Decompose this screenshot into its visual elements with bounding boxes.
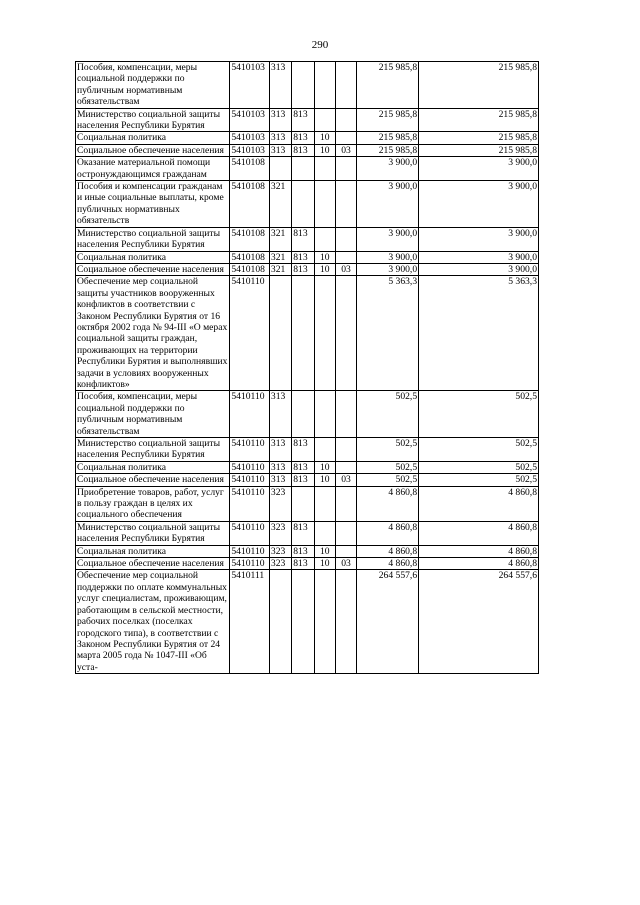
cell-name: Социальная политика <box>76 545 230 557</box>
cell-code: 5410108 <box>230 227 270 251</box>
cell-sum2: 4 860,8 <box>419 558 539 570</box>
cell-sum2: 4 860,8 <box>419 521 539 545</box>
cell-grbs: 813 <box>292 144 314 156</box>
cell-name: Социальное обеспечение населения <box>76 263 230 275</box>
cell-vr: 313 <box>269 474 291 486</box>
cell-code: 5410108 <box>230 157 270 181</box>
cell-grbs: 813 <box>292 474 314 486</box>
cell-rz: 10 <box>314 263 335 275</box>
cell-name: Социальная политика <box>76 132 230 144</box>
budget-table <box>75 61 539 674</box>
cell-sum1: 3 900,0 <box>357 181 419 228</box>
cell-rz <box>314 521 335 545</box>
cell-sum1: 502,5 <box>357 438 419 462</box>
table-row <box>76 438 539 462</box>
cell-vr: 323 <box>269 558 291 570</box>
cell-code: 5410103 <box>230 108 270 132</box>
table-row <box>76 570 539 674</box>
cell-grbs <box>292 181 314 228</box>
cell-grbs: 813 <box>292 227 314 251</box>
cell-sum2: 3 900,0 <box>419 181 539 228</box>
cell-pr <box>335 227 356 251</box>
cell-pr <box>335 276 356 391</box>
cell-pr <box>335 132 356 144</box>
cell-code: 5410110 <box>230 486 270 521</box>
cell-pr: 03 <box>335 558 356 570</box>
cell-code: 5410110 <box>230 545 270 557</box>
cell-sum2: 215 985,8 <box>419 132 539 144</box>
table-row <box>76 276 539 391</box>
cell-pr <box>335 181 356 228</box>
cell-pr <box>335 108 356 132</box>
cell-sum2: 502,5 <box>419 461 539 473</box>
cell-rz <box>314 157 335 181</box>
cell-sum2: 3 900,0 <box>419 263 539 275</box>
cell-pr <box>335 251 356 263</box>
cell-rz <box>314 227 335 251</box>
cell-name: Министерство социальной защиты населения Республики Бурятия <box>76 521 230 545</box>
table-row <box>76 391 539 438</box>
table-row <box>76 108 539 132</box>
cell-sum1: 4 860,8 <box>357 521 419 545</box>
cell-sum2: 502,5 <box>419 474 539 486</box>
cell-sum1: 502,5 <box>357 461 419 473</box>
cell-name: Социальное обеспечение населения <box>76 474 230 486</box>
cell-code: 5410110 <box>230 391 270 438</box>
cell-vr: 323 <box>269 486 291 521</box>
cell-grbs: 813 <box>292 132 314 144</box>
cell-grbs <box>292 276 314 391</box>
table-row <box>76 251 539 263</box>
table-row <box>76 263 539 275</box>
cell-code: 5410110 <box>230 558 270 570</box>
cell-vr: 321 <box>269 251 291 263</box>
cell-pr <box>335 391 356 438</box>
cell-sum2: 3 900,0 <box>419 157 539 181</box>
cell-vr: 313 <box>269 62 291 109</box>
cell-rz <box>314 181 335 228</box>
cell-sum2: 215 985,8 <box>419 62 539 109</box>
cell-code: 5410110 <box>230 276 270 391</box>
cell-grbs: 813 <box>292 263 314 275</box>
cell-pr <box>335 570 356 674</box>
cell-grbs <box>292 391 314 438</box>
cell-name: Социальное обеспечение населения <box>76 558 230 570</box>
cell-sum1: 215 985,8 <box>357 108 419 132</box>
cell-vr: 323 <box>269 521 291 545</box>
cell-sum1: 4 860,8 <box>357 545 419 557</box>
cell-sum2: 502,5 <box>419 391 539 438</box>
cell-sum1: 215 985,8 <box>357 132 419 144</box>
cell-name: Социальное обеспечение населения <box>76 144 230 156</box>
cell-rz <box>314 486 335 521</box>
cell-vr: 313 <box>269 144 291 156</box>
cell-name: Социальная политика <box>76 461 230 473</box>
cell-sum1: 502,5 <box>357 474 419 486</box>
cell-pr <box>335 62 356 109</box>
table-row <box>76 181 539 228</box>
cell-rz: 10 <box>314 474 335 486</box>
cell-vr: 313 <box>269 391 291 438</box>
cell-code: 5410108 <box>230 263 270 275</box>
cell-grbs: 813 <box>292 251 314 263</box>
cell-sum2: 215 985,8 <box>419 144 539 156</box>
cell-grbs <box>292 62 314 109</box>
cell-rz: 10 <box>314 545 335 557</box>
cell-name: Министерство социальной защиты населения Республики Бурятия <box>76 438 230 462</box>
cell-sum1: 264 557,6 <box>357 570 419 674</box>
cell-rz <box>314 570 335 674</box>
cell-code: 5410110 <box>230 521 270 545</box>
cell-vr: 321 <box>269 227 291 251</box>
cell-pr: 03 <box>335 144 356 156</box>
cell-sum1: 3 900,0 <box>357 157 419 181</box>
cell-code: 5410110 <box>230 461 270 473</box>
cell-sum2: 264 557,6 <box>419 570 539 674</box>
table-row <box>76 227 539 251</box>
cell-name: Обеспечение мер социальной поддержки по оплате коммунальных услуг специалистам, проживающим, работающим в сельской местности, рабочих поселках (поселках городского типа), в соответствии с Законом Республики Бурятия от 24 марта 2005 года № 1047-III «Об уста- <box>76 570 230 674</box>
table-row <box>76 521 539 545</box>
cell-grbs: 813 <box>292 558 314 570</box>
cell-sum1: 502,5 <box>357 391 419 438</box>
cell-code: 5410108 <box>230 181 270 228</box>
cell-sum1: 3 900,0 <box>357 227 419 251</box>
cell-name: Социальная политика <box>76 251 230 263</box>
cell-grbs: 813 <box>292 545 314 557</box>
cell-grbs <box>292 570 314 674</box>
cell-sum2: 4 860,8 <box>419 486 539 521</box>
cell-name: Обеспечение мер социальной защиты участников вооруженных конфликтов в соответствии с Законом Республики Бурятия от 16 октября 2002 года № 94-III «О мерах социальной защиты граждан, проживающих на территории Республики Бурятия и выполнявших задачи в условиях вооруженных конфликтов» <box>76 276 230 391</box>
cell-rz: 10 <box>314 461 335 473</box>
cell-pr <box>335 521 356 545</box>
cell-code: 5410103 <box>230 132 270 144</box>
cell-vr <box>269 570 291 674</box>
table-row <box>76 461 539 473</box>
cell-grbs: 813 <box>292 521 314 545</box>
cell-grbs: 813 <box>292 461 314 473</box>
cell-vr: 321 <box>269 263 291 275</box>
table-row <box>76 144 539 156</box>
cell-grbs <box>292 486 314 521</box>
cell-code: 5410110 <box>230 438 270 462</box>
cell-rz: 10 <box>314 144 335 156</box>
cell-vr: 321 <box>269 181 291 228</box>
cell-vr: 313 <box>269 132 291 144</box>
cell-sum1: 4 860,8 <box>357 558 419 570</box>
table-row <box>76 558 539 570</box>
cell-pr: 03 <box>335 474 356 486</box>
cell-pr <box>335 486 356 521</box>
cell-pr <box>335 461 356 473</box>
cell-grbs: 813 <box>292 108 314 132</box>
cell-rz <box>314 276 335 391</box>
table-row <box>76 157 539 181</box>
cell-pr <box>335 157 356 181</box>
cell-rz <box>314 108 335 132</box>
table-row <box>76 62 539 109</box>
table-row <box>76 486 539 521</box>
cell-sum2: 502,5 <box>419 438 539 462</box>
cell-name: Пособия и компенсации гражданам и иные социальные выплаты, кроме публичных нормативных обязательств <box>76 181 230 228</box>
cell-vr: 323 <box>269 545 291 557</box>
cell-rz <box>314 438 335 462</box>
cell-sum1: 215 985,8 <box>357 62 419 109</box>
table-body <box>76 62 539 674</box>
cell-sum1: 3 900,0 <box>357 263 419 275</box>
table-row <box>76 132 539 144</box>
cell-rz <box>314 62 335 109</box>
cell-rz: 10 <box>314 251 335 263</box>
cell-name: Пособия, компенсации, меры социальной поддержки по публичным нормативным обязательствам <box>76 391 230 438</box>
cell-sum2: 5 363,3 <box>419 276 539 391</box>
cell-vr: 313 <box>269 438 291 462</box>
cell-pr: 03 <box>335 263 356 275</box>
cell-code: 5410108 <box>230 251 270 263</box>
cell-sum2: 4 860,8 <box>419 545 539 557</box>
cell-code: 5410111 <box>230 570 270 674</box>
cell-code: 5410110 <box>230 474 270 486</box>
cell-rz: 10 <box>314 558 335 570</box>
cell-sum2: 215 985,8 <box>419 108 539 132</box>
cell-grbs: 813 <box>292 438 314 462</box>
cell-pr <box>335 438 356 462</box>
cell-sum1: 5 363,3 <box>357 276 419 391</box>
cell-vr: 313 <box>269 108 291 132</box>
cell-vr: 313 <box>269 461 291 473</box>
cell-sum1: 215 985,8 <box>357 144 419 156</box>
cell-name: Оказание материальной помощи остронуждающимся гражданам <box>76 157 230 181</box>
cell-rz: 10 <box>314 132 335 144</box>
cell-name: Пособия, компенсации, меры социальной поддержки по публичным нормативным обязательствам <box>76 62 230 109</box>
cell-sum1: 3 900,0 <box>357 251 419 263</box>
cell-rz <box>314 391 335 438</box>
cell-code: 5410103 <box>230 62 270 109</box>
cell-vr <box>269 157 291 181</box>
cell-vr <box>269 276 291 391</box>
cell-grbs <box>292 157 314 181</box>
cell-sum2: 3 900,0 <box>419 251 539 263</box>
cell-name: Министерство социальной защиты населения Республики Бурятия <box>76 108 230 132</box>
table-row <box>76 474 539 486</box>
cell-code: 5410103 <box>230 144 270 156</box>
table-row <box>76 545 539 557</box>
cell-pr <box>335 545 356 557</box>
cell-name: Министерство социальной защиты населения Республики Бурятия <box>76 227 230 251</box>
cell-sum2: 3 900,0 <box>419 227 539 251</box>
cell-name: Приобретение товаров, работ, услуг в пользу граждан в целях их социального обеспечения <box>76 486 230 521</box>
cell-sum1: 4 860,8 <box>357 486 419 521</box>
page-number: 290 <box>311 39 329 51</box>
